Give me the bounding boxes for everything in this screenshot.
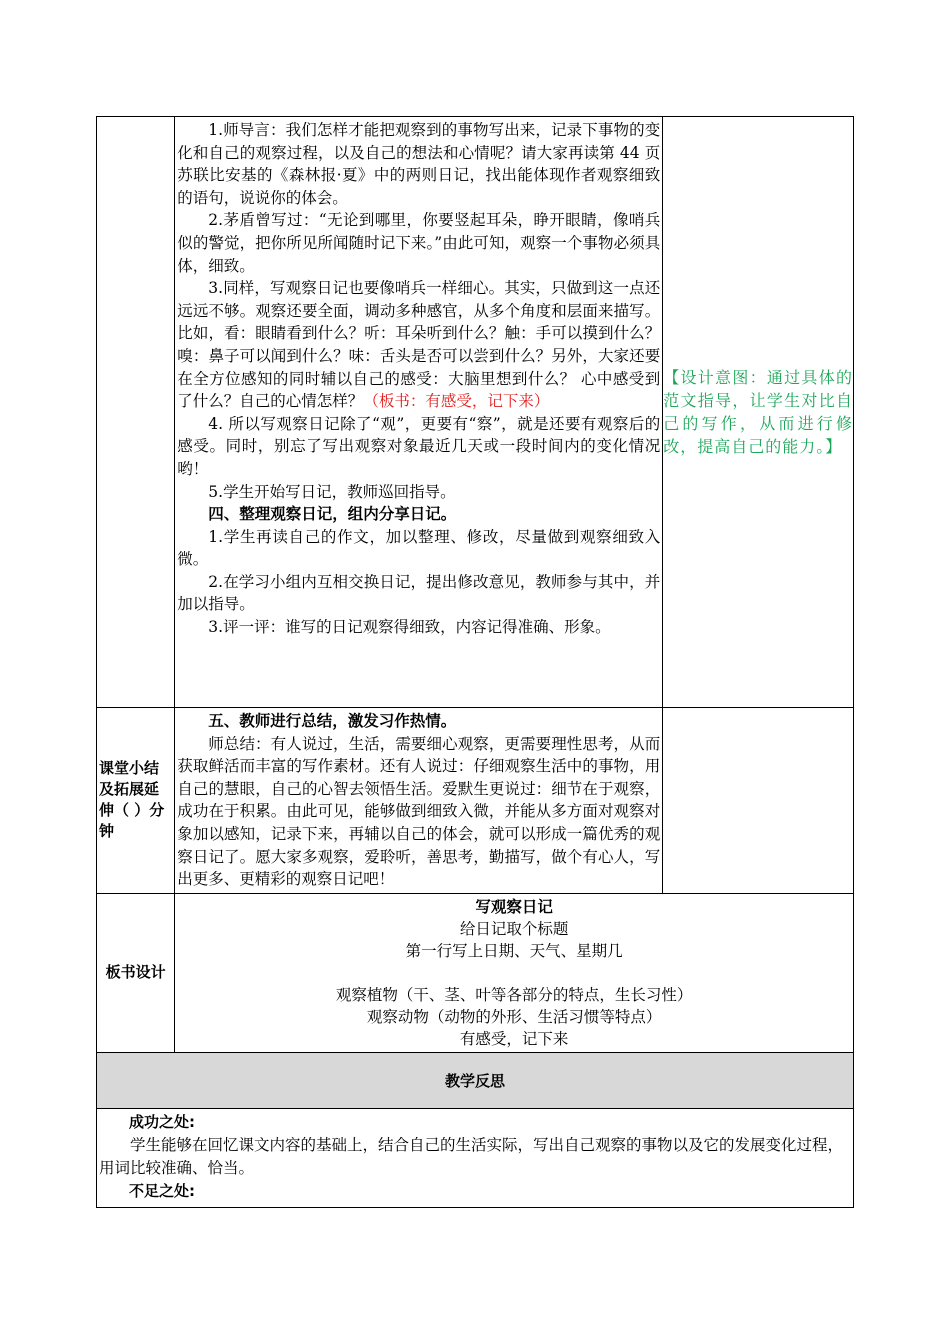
process-para-3-text: 3.同样，写观察日记也要像哨兵一样细心。其实，只做到这一点还远远不够。观察还要全面，调动多种感官，从多个角度和层面来描写。比如，看：眼睛看到什么？听：耳朵听到什么？触：手可以摸到什么？嗅：鼻子可以闻到什么？味：舌头是否可以尝到什么？另外，大家还要在全方位感知的同时辅以自己的感受：大脑里想到什么？ 心中感受到了什么？自己的心情怎样？ [177, 279, 661, 411]
board-row [97, 893, 854, 1052]
process-para-1: 1.师导言：我们怎样才能把观察到的事物写出来，记录下事物的变化和自己的观察过程，以及自己的想法和心情呢？请大家再读第 44 页苏联比安基的《森林报·夏》中的两则日记，找出能体现作者观察细致的语句，说说你的体会。 [177, 121, 661, 207]
process-row [97, 117, 854, 708]
process-para-5: 5.学生开始写日记，教师巡回指导。 [208, 482, 456, 501]
process-para-8: 3.评一评：谁写的日记观察得细致，内容记得准确、形象。 [208, 618, 611, 637]
success-text: 学生能够在回忆课文内容的基础上，结合自己的生活实际，写出自己观察的事物以及它的发展变化过程，用词比较准确、恰当。 [99, 1135, 844, 1177]
board-line-5: 有感受，记下来 [459, 1029, 569, 1048]
summary-text: 师总结：有人说过，生活，需要细心观察，更需要理性思考，从而获取鲜活而丰富的写作素材。还有人说过：仔细观察生活中的事物，用自己的慧眼，自己的心智去领悟生活。爱默生更说过：细节在于观察，成功在于积累。由此可见，能够做到细致入微，并能从多方面对观察对象加以感知，记录下来，再辅以自己的体会，就可以形成一篇优秀的观察日记了。愿大家多观察，爱聆听，善思考，勤描写，做个有心人，写出更多、更精彩的观察日记吧！ [177, 734, 661, 889]
section-4-title: 四、整理观察日记，组内分享日记。 [208, 504, 457, 524]
reflection-row [97, 1108, 854, 1207]
board-line-3: 观察植物（干、茎、叶等各部分的特点，生长习性） [335, 985, 693, 1004]
process-para-4: 4. 所以写观察日记除了“观”，更要有“察”，就是还要有观察后的感受。同时，别忘了写出观察对象最近几天或一段时间内的变化情况哟！ [177, 414, 661, 478]
summary-row [97, 708, 854, 894]
shortcoming-label: 不足之处: [129, 1181, 195, 1200]
process-content-cell [175, 117, 663, 708]
board-spacer [175, 962, 853, 984]
board-label: 板书设计 [97, 893, 175, 1052]
process-para-6: 1.学生再读自己的作文，加以整理、修改，尽量做到观察细致入微。 [177, 527, 661, 569]
board-line-1: 给日记取个标题 [459, 919, 569, 938]
board-content-cell [175, 893, 854, 1052]
lesson-plan-page [96, 116, 854, 1208]
board-line-2: 第一行写上日期、天气、星期几 [405, 941, 623, 960]
process-para-2: 2.茅盾曾写过：“无论到哪里，你要竖起耳朵，睁开眼睛，像哨兵似的警觉，把你所见所闻随时记下来。”由此可知，观察一个事物必须具体，细致。 [177, 211, 661, 275]
process-label-cell [97, 117, 175, 708]
summary-title: 五、教师进行总结，激发习作热情。 [208, 711, 457, 730]
success-label: 成功之处: [129, 1112, 195, 1131]
reflection-title: 教学反思 [97, 1052, 854, 1108]
process-para-3 [177, 277, 660, 413]
board-title: 写观察日记 [475, 896, 553, 916]
process-para-7: 2.在学习小组内互相交换日记，提出修改意见，教师参与其中，并加以指导。 [177, 572, 661, 614]
design-intent-note: 【设计意图：通过具体的范文指导，让学生对比自己的写作，从而进行修改，提高自己的能力。】 [663, 117, 854, 708]
summary-content-cell [175, 708, 663, 894]
board-line-4: 观察动物（动物的外形、生活习惯等特点） [366, 1007, 662, 1026]
reflection-content-cell [97, 1108, 854, 1207]
lesson-table [96, 116, 854, 1208]
reflection-header-row [97, 1052, 854, 1108]
summary-note-cell [663, 708, 854, 894]
board-note: （板书：有感受，记下来） [363, 392, 550, 411]
summary-label: 课堂小结及拓展延伸（ ）分钟 [97, 708, 175, 894]
